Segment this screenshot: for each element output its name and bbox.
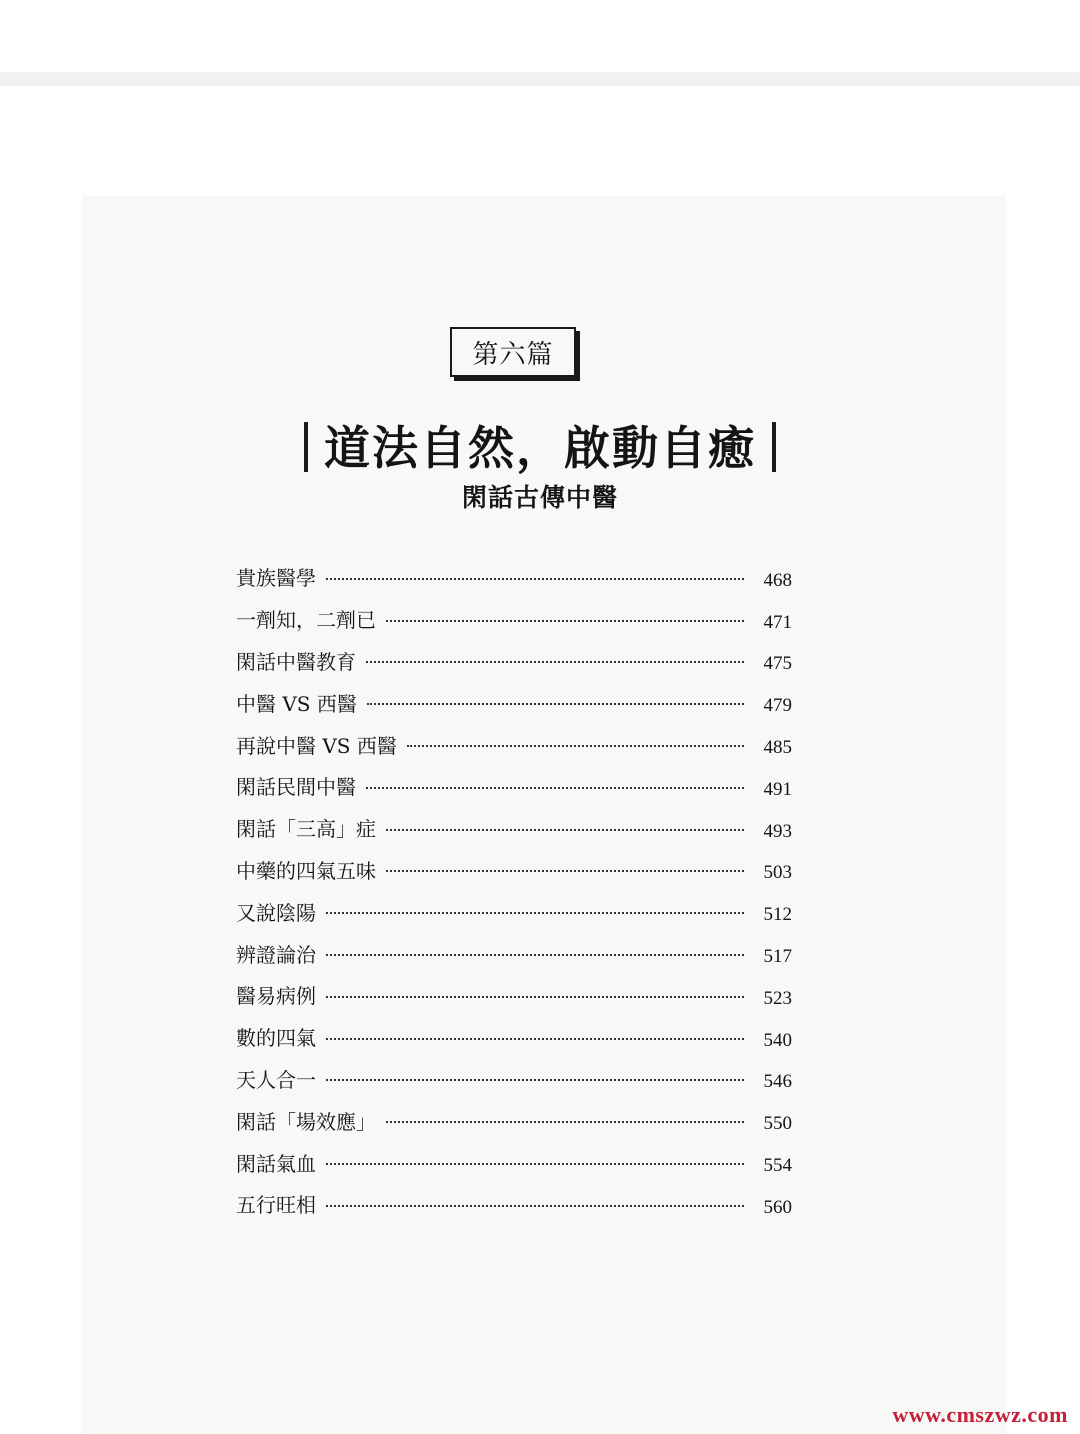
toc-row[interactable]: [236, 1058, 792, 1100]
toc-row[interactable]: [236, 556, 792, 598]
toc-label: 一劑知，二劑已: [236, 608, 376, 633]
toc-leader-dots: [367, 703, 744, 705]
toc-label: 天人合一: [236, 1067, 316, 1092]
toc-page-number: 468: [763, 569, 792, 591]
page-subtitle: 閑話古傳中醫: [461, 483, 618, 512]
toc-row[interactable]: [236, 723, 792, 765]
toc-label: 貴族醫學: [236, 566, 316, 591]
toc-page-number: 475: [763, 653, 792, 675]
toc-row[interactable]: [236, 890, 792, 932]
toc-page-number: 540: [763, 1029, 792, 1051]
toc-row[interactable]: [236, 1183, 792, 1225]
toc-leader-dots: [326, 1079, 744, 1081]
toc-label: 辨證論治: [236, 942, 316, 967]
toc-row[interactable]: [236, 807, 792, 849]
toc-leader-dots: [386, 620, 744, 622]
toc-leader-dots: [407, 745, 744, 747]
toc-leader-dots: [386, 870, 744, 872]
toc-row[interactable]: [236, 640, 792, 682]
toc-row[interactable]: [236, 598, 792, 640]
toc-label: 再說中醫 VS 西醫: [236, 733, 397, 758]
toc-row[interactable]: [236, 1141, 792, 1183]
toc-label: 中醫 VS 西醫: [236, 691, 357, 716]
toc-row[interactable]: [236, 1099, 792, 1141]
toc-leader-dots: [386, 1121, 744, 1123]
toc-label: 數的四氣: [236, 1026, 316, 1051]
toc-label: 中藥的四氣五味: [236, 858, 376, 883]
title-text: 道法自然，啟動自癒: [324, 421, 756, 475]
toc-page-number: 560: [763, 1196, 792, 1218]
toc-leader-dots: [326, 1038, 744, 1040]
watermark-text: www.cmszwz.com: [892, 1402, 1068, 1427]
part-label-box: [450, 327, 576, 377]
toc-page-number: 517: [763, 946, 792, 968]
toc-page-number: 523: [763, 987, 792, 1009]
toc-row[interactable]: [236, 681, 792, 723]
toc-leader-dots: [326, 578, 744, 580]
toc-label: 醫易病例: [236, 984, 316, 1009]
toc-page-number: 471: [763, 611, 792, 633]
title-bar-left: [304, 422, 308, 472]
top-band: [0, 72, 1080, 86]
toc-label: 又說陰陽: [236, 900, 316, 925]
toc-label: 閑話「場效應」: [236, 1109, 376, 1134]
toc-page-number: 491: [763, 778, 792, 800]
toc-page-number: 550: [763, 1113, 792, 1135]
title-bar-right: [772, 422, 776, 472]
toc-label: 五行旺相: [236, 1193, 316, 1218]
toc-row[interactable]: [236, 932, 792, 974]
toc-row[interactable]: [236, 1016, 792, 1058]
toc-label: 閑話中醫教育: [236, 649, 356, 674]
table-of-contents: [236, 556, 792, 1225]
toc-leader-dots: [326, 954, 744, 956]
toc-leader-dots: [326, 912, 744, 914]
toc-page-number: 479: [763, 695, 792, 717]
toc-label: 閑話民間中醫: [236, 775, 356, 800]
toc-page-number: 493: [763, 820, 792, 842]
toc-label: 閑話氣血: [236, 1151, 316, 1176]
toc-leader-dots: [386, 829, 744, 831]
toc-page-number: 485: [763, 737, 792, 759]
toc-leader-dots: [366, 787, 744, 789]
toc-page-number: 554: [763, 1155, 792, 1177]
toc-row[interactable]: [236, 849, 792, 891]
toc-leader-dots: [326, 996, 744, 998]
part-label: 第六篇: [472, 339, 554, 370]
toc-page-number: 512: [763, 904, 792, 926]
page-title: [0, 412, 1080, 478]
toc-label: 閑話「三高」症: [236, 817, 376, 842]
toc-page-number: 546: [763, 1071, 792, 1093]
toc-page-number: 503: [763, 862, 792, 884]
toc-leader-dots: [366, 661, 744, 663]
toc-leader-dots: [326, 1163, 744, 1165]
toc-leader-dots: [326, 1205, 744, 1207]
toc-row[interactable]: [236, 765, 792, 807]
toc-row[interactable]: [236, 974, 792, 1016]
